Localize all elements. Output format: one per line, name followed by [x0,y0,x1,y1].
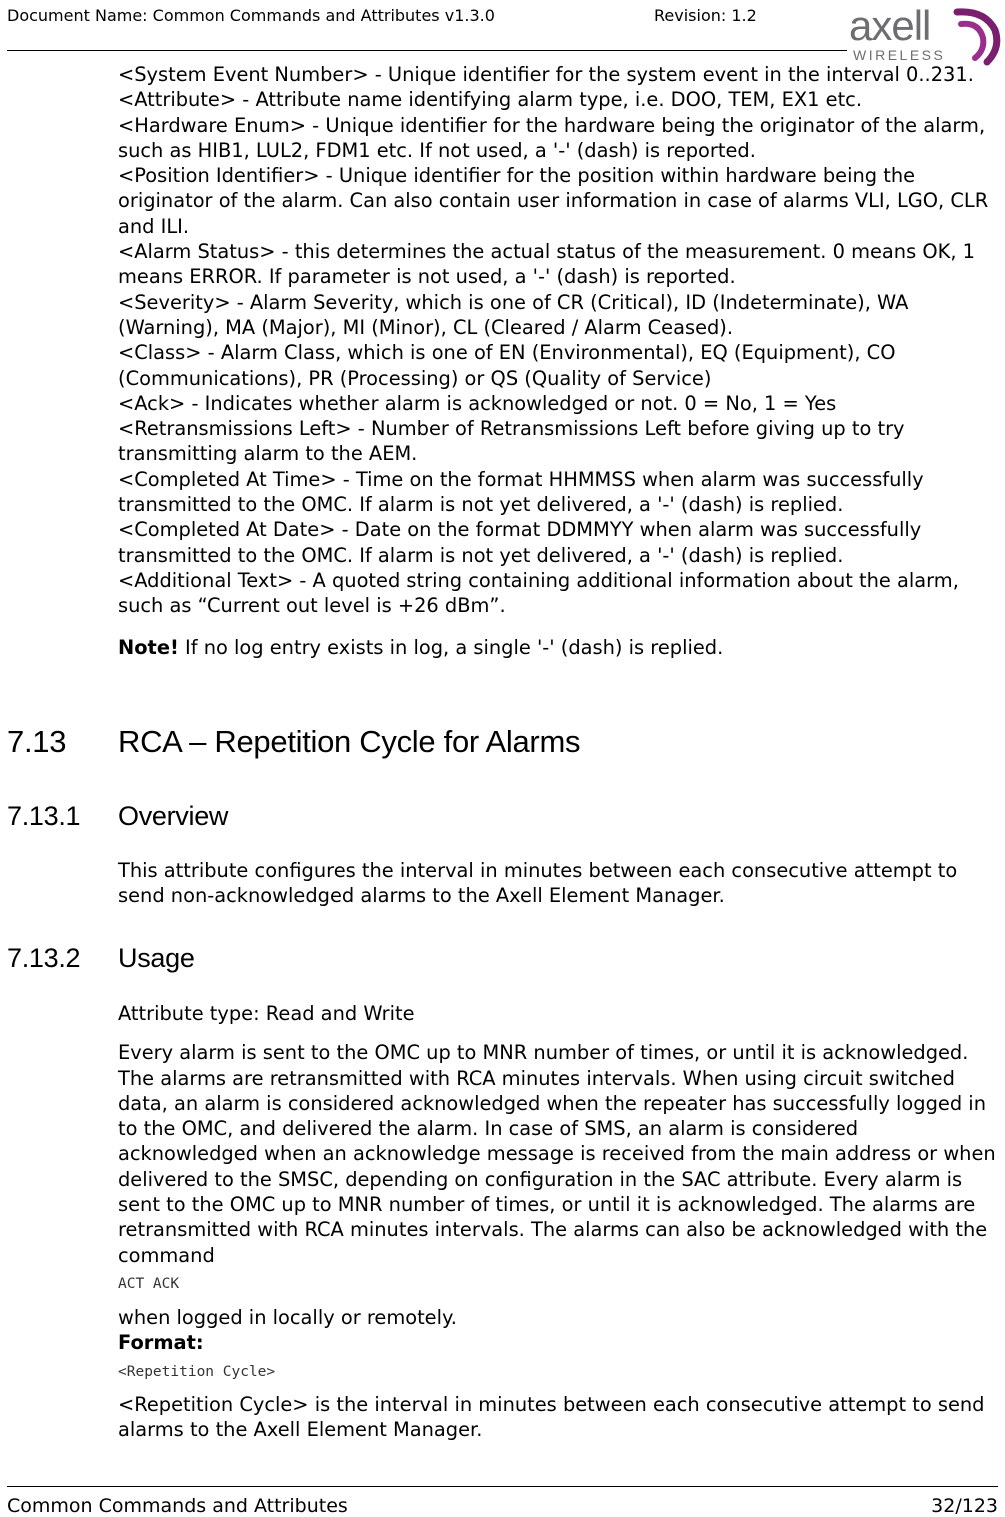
definition-item: <Completed At Time> - Time on the format HHMMSS when alarm was successfully transmitted to the OMC. If alarm is not yet delivered, a '-' (dash) is replied. [118,467,924,517]
format-description: <Repetition Cycle> is the interval in minutes between each consecutive attempt to send alarms to the Axell Element Manager. [118,1392,985,1441]
logo-swoosh-inner [961,24,983,58]
axell-wireless-logo [845,0,1005,66]
definitions-block [118,62,1002,679]
usage-paragraph: Every alarm is sent to the OMC up to MNR number of times, or until it is acknowledged. The alarms are retransmitted with RCA minutes intervals. When using circuit switched data, an alarm is considered acknowledged when the repeater has successfully logged in to the OMC, and delivered the alarm. In case of SMS, an alarm is considered acknowledged when an acknowledge message is received from the main address or when delivered to the SMSC, depending on configuration in the SAC attribute. Every alarm is sent to the OMC up to MNR number of times, or until it is acknowledged. The alarms are retransmitted with RCA minutes intervals. The alarms can also be acknowledged with the command [118,1041,996,1267]
format-label-text: Format: [118,1331,204,1355]
overview-number: 7.13.1 [7,801,81,831]
logo-subtext: WIRELESS [853,47,946,63]
section-number: 7.13 [7,724,67,759]
definition-item: <System Event Number> - Unique identifier for the system event in the interval 0..231. [118,63,974,86]
usage-block [118,1001,1002,1442]
definition-item: <Completed At Date> - Date on the format DDMMYY when alarm was successfully transmitted to the OMC. If alarm is not yet delivered, a '-' (dash) is replied. [118,518,922,567]
page-header [7,4,847,51]
format-label [118,1330,1002,1355]
usage-heading [7,943,195,974]
usage-number: 7.13.2 [7,943,81,973]
definition-item: <Additional Text> - A quoted string containing additional information about the alarm, such as “Current out level is +26 dBm”. [118,568,959,618]
footer-title: Common Commands and Attributes [7,1495,348,1517]
format-code: <Repetition Cycle> [118,1363,276,1380]
logo-text: axell [849,2,931,49]
definitions-list [118,62,1002,619]
definition-item: <Ack> - Indicates whether alarm is acknowledged or not. 0 = No, 1 = Yes [118,391,837,415]
definition-item: <Hardware Enum> - Unique identifier for the hardware being the originator of the alarm, such as HIB1, LUL2, FDM1 etc. If not used, a '-' (dash) is reported. [118,113,986,162]
usage-title: Usage [118,943,195,973]
definition-item: <Alarm Status> - this determines the actual status of the measurement. 0 means OK, 1 means ERROR. If parameter is not used, a '-' (dash) is reported. [118,240,975,289]
attribute-type: Attribute type: Read and Write [118,1002,415,1025]
overview-title: Overview [118,801,229,831]
overview-heading [7,801,228,832]
section-title: RCA – Repetition Cycle for Alarms [118,724,581,759]
definition-item: <Position Identifier> - Unique identifier for the position within hardware being the originator of the alarm. Can also contain user information in case of alarms VLI, LGO, CLR and ILI. [118,164,989,238]
definition-item: <Severity> - Alarm Severity, which is one of CR (Critical), ID (Indeterminate), WA (Warning), MA (Major), MI (Minor), CL (Cleared / Alarm Ceased). [118,290,909,339]
command-code: ACT ACK [118,1275,180,1292]
definition-item: <Retransmissions Left> - Number of Retransmissions Left before giving up to try transmitting alarm to the AEM. [118,417,905,466]
overview-paragraph-block [118,858,1002,909]
page-footer [7,1486,998,1517]
note-text: If no log entry exists in log, a single '-' (dash) is replied. [178,635,724,659]
note-paragraph [118,635,1002,660]
revision-label: Revision: 1.2 [654,6,757,25]
document-name: Document Name: Common Commands and Attributes v1.3.0 [7,6,495,25]
definition-item: <Class> - Alarm Class, which is one of EN (Environmental), EQ (Equipment), CO (Communications), PR (Processing) or QS (Quality of Service) [118,341,896,390]
after-command-text: when logged in locally or remotely. [118,1305,457,1329]
overview-paragraph: This attribute configures the interval in minutes between each consecutive attempt to send non-acknowledged alarms to the Axell Element Manager. [118,859,958,908]
note-label: Note! [118,635,179,659]
section-heading [7,724,580,760]
definition-item: <Attribute> - Attribute name identifying alarm type, i.e. DOO, TEM, EX1 etc. [118,88,863,112]
page-number: 32/123 [931,1495,998,1517]
